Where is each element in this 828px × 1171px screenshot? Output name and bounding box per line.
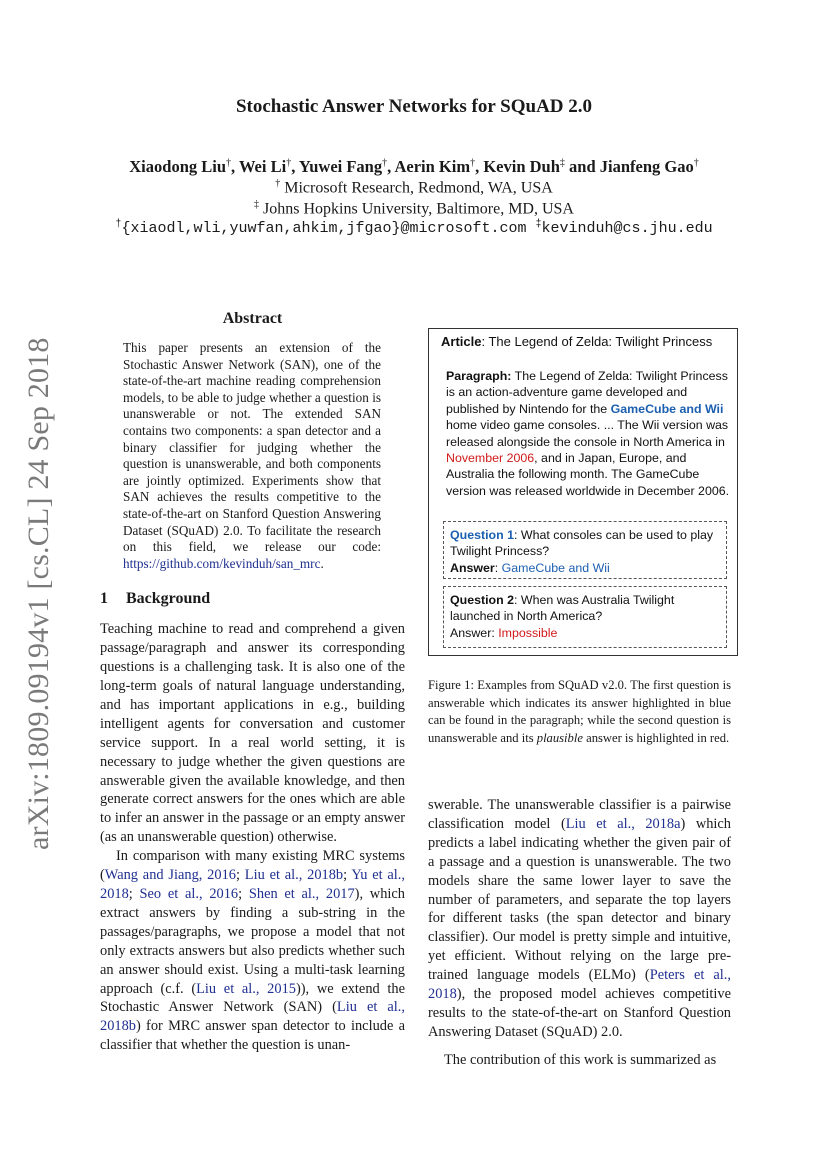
email-microsoft: {xiaodl,wli,yuwfan,ahkim,jfgao}@microsoft.com [121, 220, 527, 237]
figure-paragraph: Paragraph: The Legend of Zelda: Twilight Princess is an action-adventure game developed and published by Nintendo for the GameCube and Wii home video game consoles. ... The Wii version was released alongside the console in North America in November 2006, and in Japan, Europe, and Australia the following month. The GameCube version was released worldwide in December 2006. [446, 369, 730, 498]
citation-link[interactable]: Shen et al., 2017 [248, 886, 355, 902]
answer-1-text: GameCube and Wii [501, 560, 610, 575]
right-column [428, 796, 731, 1070]
citation-link[interactable]: Peters et al., 2018 [428, 967, 731, 1003]
question-2-box: Question 2: When was Australia Twilight launched in North America? Answer: Impossible [443, 586, 727, 648]
section-number: 1 [100, 590, 108, 608]
author-name: Jianfeng Gao [599, 157, 694, 176]
affiliation-microsoft: † Microsoft Research, Redmond, WA, USA [275, 178, 553, 197]
affiliation-mark: † [226, 157, 232, 169]
author-emails: †{xiaodl,wli,yuwfan,ahkim,jfgao}@microsoft.com ‡kevinduh@cs.jhu.edu [115, 219, 713, 237]
plausible-answer-highlight: November 2006 [446, 451, 535, 466]
citation-link[interactable]: Liu et al., 2015 [196, 980, 296, 997]
citation-link[interactable]: Wang and Jiang, 2016 [104, 867, 236, 884]
left-column [100, 306, 405, 1055]
email-jhu: kevinduh@cs.jhu.edu [541, 220, 713, 237]
figure-squad-example [428, 328, 738, 656]
body-paragraph: In comparison with many existing MRC systems (Wang and Jiang, 2016; Liu et al., 2018b; Yu et al., 2018; Seo et al., 2016; Shen et al., 2017), which extract answers by finding a sub-string in the passages/paragraphs, we propose a model that not only extracts answers but also predicts whether such an answer should exist. Using a multi-task learning approach (c.f. (Liu et al., 2015)), we extend the Stochastic Answer Network (SAN) (Liu et al., 2018b) for MRC answer span detector to include a classifier that whether the question is unan- [100, 848, 405, 1054]
citation-link[interactable]: Yu et al., 2018 [100, 867, 405, 902]
answer-2-text: Impossible [498, 625, 558, 640]
answer-highlight: GameCube and Wii [610, 401, 724, 416]
question-1-box: Question 1: What consoles can be used to play Twilight Princess? Answer: GameCube and Wii [443, 521, 727, 579]
figure-caption: Figure 1: Examples from SQuAD v2.0. The first question is answerable which indicates its answer highlighted in blue can be found in the paragraph; while the second question is unanswerable and its plausible answer is highlighted in red. [428, 678, 731, 745]
section-heading [100, 590, 405, 608]
code-link[interactable]: https://github.com/kevinduh/san_mrc [123, 555, 321, 571]
body-paragraph: swerable. The unanswerable classifier is a pairwise classification model (Liu et al., 2018a) which predicts a label indicating whether the given pair of a passage and a question is unanswerable. The two models share the same lower layer to save the number of parameters, and separate the top layers for different tasks (the span detector and binary classifier). Our model is pretty simple and intuitive, yet efficient. Without relying on the large pre-trained language models (ELMo) (Peters et al., 2018), the proposed model achieves competitive results to the state-of-the-art on Stanford Question Answering Dataset (SQuAD) 2.0. [428, 797, 731, 1040]
paper-title: Stochastic Answer Networks for SQuAD 2.0 [235, 96, 593, 117]
author-name: Xiaodong Liu [129, 157, 227, 176]
author-name: Aerin Kim [394, 157, 471, 176]
author-name: Wei Li [238, 157, 287, 176]
citation-link[interactable]: Liu et al., 2018b [244, 867, 344, 884]
affiliation-jhu: ‡ Johns Hopkins University, Baltimore, MD, USA [254, 199, 574, 218]
author-name: Kevin Duh [483, 157, 560, 176]
section-title: Background [126, 590, 211, 608]
citation-link[interactable]: Seo et al., 2016 [139, 886, 239, 902]
body-paragraph: Teaching machine to read and comprehend a given passage/paragraph and answer its corresponding questions is a challenging task. It is also one of the long-term goals of natural language understanding, and has important applications in e.g., building intelligent agents for conversation and customer service support. In a real world setting, it is necessary to judge whether the given questions are answerable given the available knowledge, and then generate correct answers for the ones which are able to infer an answer in the passage or an empty answer (as an unanswerable question) otherwise. [100, 621, 405, 846]
citation-link[interactable]: Liu et al., 2018a [565, 815, 681, 832]
abstract-text: This paper presents an extension of the Stochastic Answer Network (SAN), one of the state-of-the-art machine reading comprehension models, to be able to judge whether a question is unanswerable or not. The extended SAN contains two components: a span detector and a binary classifier for judging whether the question is unanswerable, and both components are jointly optimized. Experiments show that SAN achieves the results competitive to the state-of-the-art on Stanford Question Answering Dataset (SQuAD) 2.0. To facilitate the research on this field, we release our code: https://github.com/kevinduh/san_mrc. [123, 340, 381, 571]
citation-link[interactable]: Liu et al., 2018b [100, 999, 405, 1035]
abstract-heading: Abstract [222, 310, 283, 327]
arxiv-identifier-stamp: arXiv:1809.09194v1 [cs.CL] 24 Sep 2018 [22, 337, 55, 850]
body-paragraph: The contribution of this work is summarized as [444, 1051, 717, 1068]
author-list: Xiaodong Liu†, Wei Li†, Yuwei Fang†, Aerin Kim†, Kevin Duh‡ and Jianfeng Gao† [129, 157, 699, 176]
figure-article-title: Article: The Legend of Zelda: Twilight Princess [441, 334, 713, 349]
author-name: Yuwei Fang [298, 157, 383, 176]
